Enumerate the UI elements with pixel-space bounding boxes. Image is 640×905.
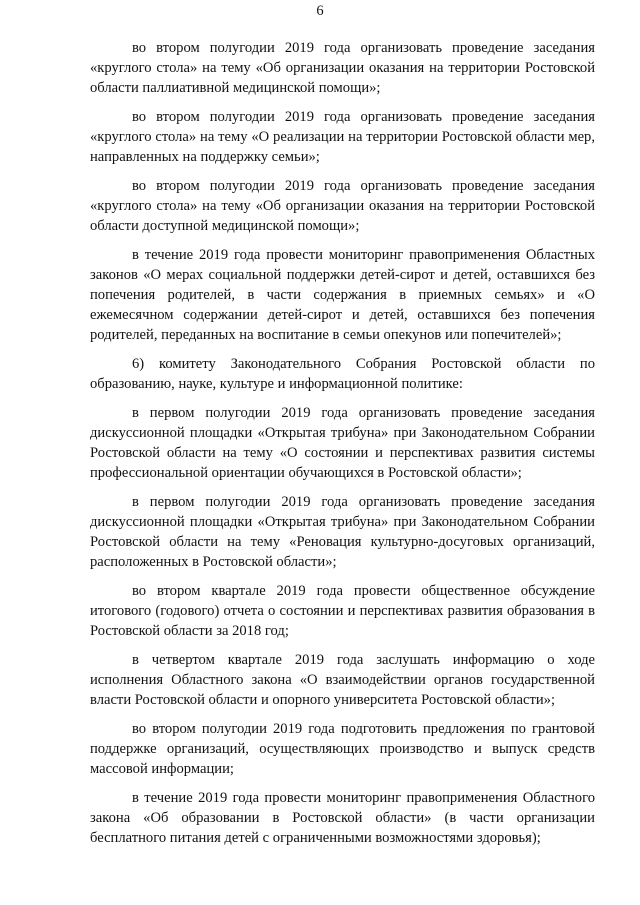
committee-heading: 6) комитету Законодательного Собрания Ростовской области по образованию, науке, культуре и информационной политике: — [90, 356, 595, 392]
page-number: 6 — [316, 3, 324, 19]
paragraph: в первом полугодии 2019 года организовать проведение заседания дискуссионной площадки «Открытая трибуна» при Законодательном Собрании Ростовской области на тему «Реновация культурно-досуговых организаций, расположенных в Ростовской области»; — [90, 494, 595, 570]
paragraph: в четвертом квартале 2019 года заслушать информацию о ходе исполнения Областного закона «О взаимодействии органов государственной власти Ростовской области и опорного университета Ростовской области»; — [90, 652, 595, 708]
paragraph: в течение 2019 года провести мониторинг правоприменения Областных законов «О мерах социальной поддержки детей-сирот и детей, оставшихся без попечения родителей, в части содержания в приемных семьях» и «О ежемесячном содержании детей-сирот и детей, оставшихся без попечения родителей, переданных на воспитание в семьи опекунов или попечителей»; — [90, 247, 595, 343]
paragraph: во втором полугодии 2019 года подготовить предложения по грантовой поддержке организаций, осуществляющих производство и выпуск средств массовой информации; — [90, 721, 595, 777]
paragraph: в течение 2019 года провести мониторинг правоприменения Областного закона «Об образовании в Ростовской области» (в части организации бесплатного питания детей с ограниченными возможностями здоровья); — [90, 790, 595, 846]
document-body — [90, 38, 595, 857]
paragraph: во втором полугодии 2019 года организовать проведение заседания «круглого стола» на тему «Об организации оказания на территории Ростовской области доступной медицинской помощи»; — [90, 178, 595, 234]
paragraph: во втором полугодии 2019 года организовать проведение заседания «круглого стола» на тему «О реализации на территории Ростовской области мер, направленных на поддержку семьи»; — [90, 109, 595, 165]
paragraph: в первом полугодии 2019 года организовать проведение заседания дискуссионной площадки «Открытая трибуна» при Законодательном Собрании Ростовской области на тему «О состоянии и перспективах развития системы профессиональной ориентации обучающихся в Ростовской области»; — [90, 405, 595, 481]
paragraph: во втором квартале 2019 года провести общественное обсуждение итогового (годового) отчета о состоянии и перспективах развития образования в Ростовской области за 2018 год; — [90, 583, 595, 639]
paragraph: во втором полугодии 2019 года организовать проведение заседания «круглого стола» на тему «Об организации оказания на территории Ростовской области паллиативной медицинской помощи»; — [90, 40, 595, 96]
